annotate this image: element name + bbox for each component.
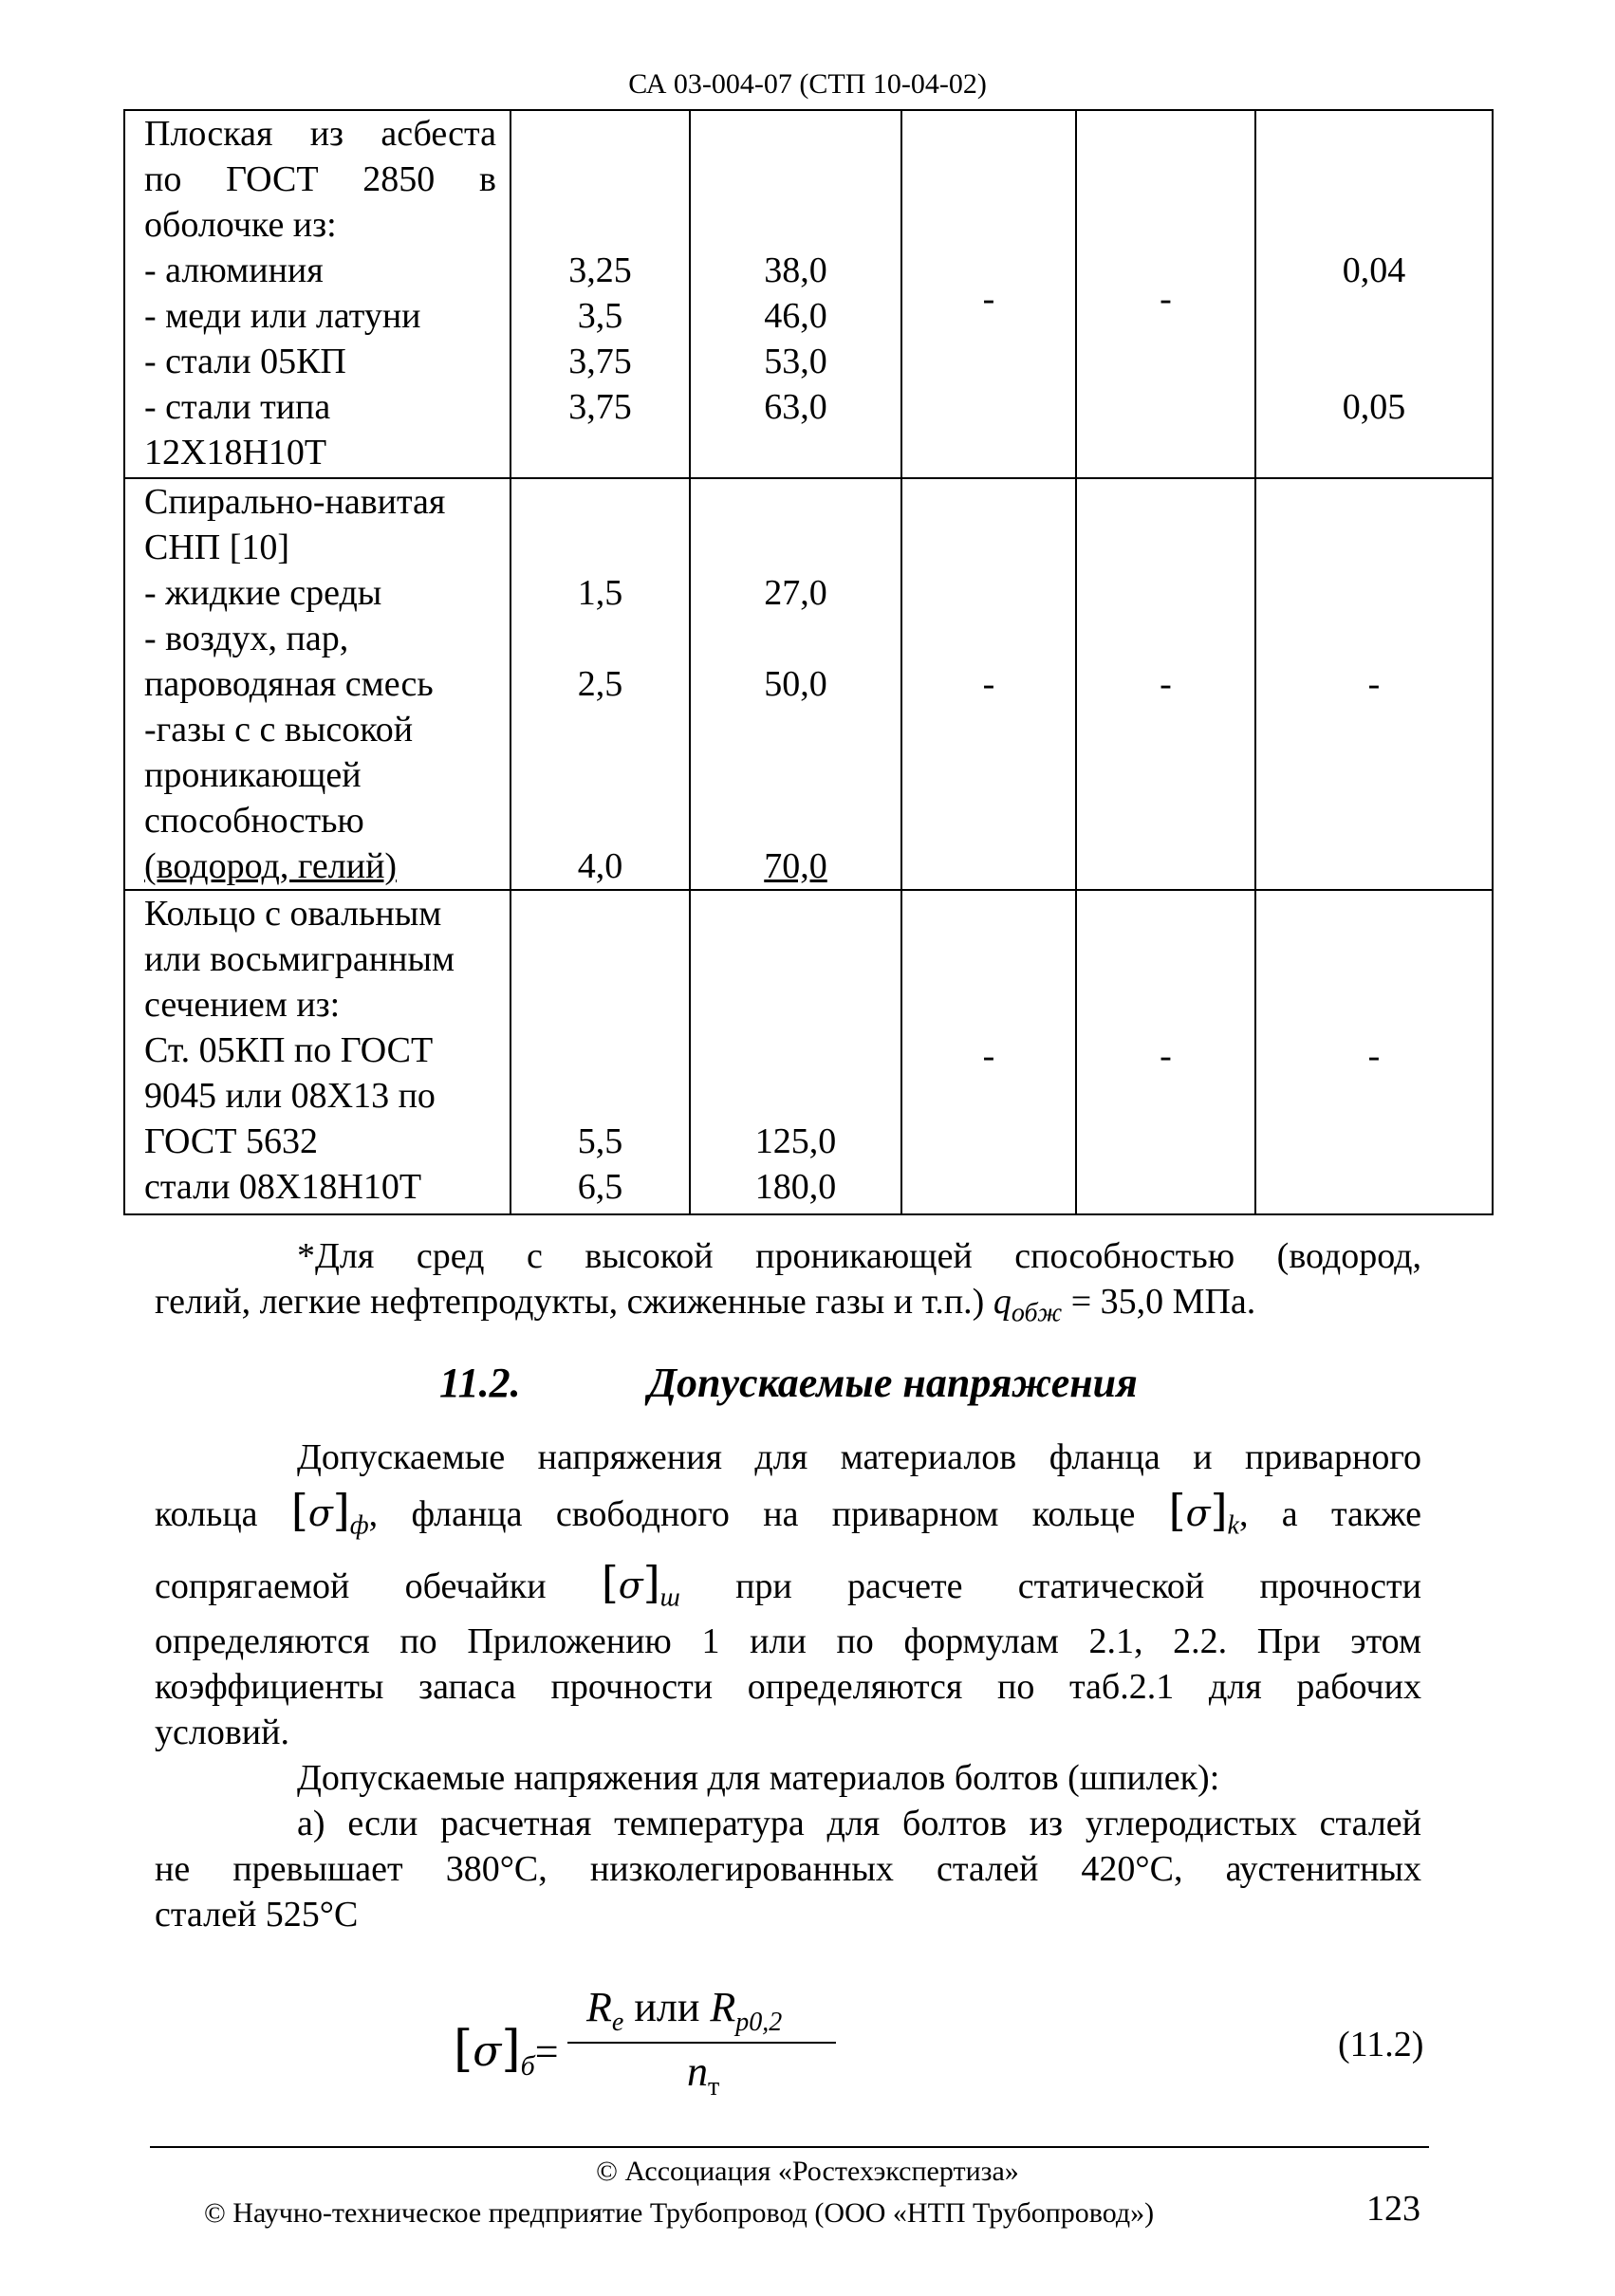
dash: - [1367,664,1381,704]
paragraph-line: сталей 525°С [155,1895,359,1935]
table-value: 3,25 [568,250,632,290]
table-value [691,111,900,157]
equation-number: (11.2) [1338,2025,1424,2065]
paragraph-line: а) если расчетная температура для болтов из углеродистых сталей [297,1804,1421,1843]
table-row [124,890,1493,1214]
q-value-cell [690,890,901,1214]
gasket-name-line: Кольцо с овальным [144,894,442,934]
table-value: 180,0 [754,1167,837,1207]
table-value [691,1028,900,1073]
q-subscript: обж [1011,1298,1063,1328]
table-value [511,157,689,202]
paragraph-line: Допускаемые напряжения для материалов фланца и приварного [297,1437,1421,1477]
formula-numerator [586,1983,782,2038]
paragraph-text: , а также [1238,1494,1422,1534]
q-value-cell [690,110,901,478]
table-value [511,752,689,798]
table-value: 125,0 [754,1121,837,1161]
table-value: 27,0 [764,573,827,613]
paragraph-line: сопрягаемой обечайки $[\sigma]_ш$ при расчете статической прочности [155,1557,1421,1613]
dash: - [1367,1036,1381,1076]
table-value [691,525,900,570]
table-value [511,1028,689,1073]
col6-cell [1255,890,1493,1214]
gasket-name-line: 12Х18Н10Т [144,433,327,472]
table-value [511,891,689,936]
table-value [691,798,900,843]
table-value [1256,157,1492,202]
footnote-text: гелий, легкие нефтепродукты, сжиженные газы и т.п.) [155,1282,993,1322]
table-value [511,616,689,661]
formula-subscript: e [611,2007,624,2037]
gasket-name-line: способностью [144,801,364,841]
footnote [155,1233,1421,1337]
table-value [1256,202,1492,248]
table-value [691,202,900,248]
table-value: 5,5 [577,1121,623,1161]
col4-cell [901,890,1076,1214]
paragraph-text: , фланца свободного на приварном кольце [368,1494,1169,1534]
table-value [691,479,900,525]
gasket-name-cell [124,478,510,890]
table-value: 3,75 [568,387,632,427]
paragraph-text: кольца [155,1494,291,1534]
q-value-cell [690,478,901,890]
gasket-name-line: по ГОСТ 2850 в [144,159,496,199]
table-value [511,525,689,570]
table-value [511,798,689,843]
table-value [691,936,900,982]
table-value: 2,5 [577,664,623,704]
footnote-text: = 35,0 МПа. [1062,1282,1256,1322]
paragraph-line: кольца $[\sigma]_ф$, фланца свободного на приварном кольце $[\sigma]_k$, а также [155,1485,1422,1541]
table-value [1256,111,1492,157]
gasket-name-line: - стали типа [144,387,331,427]
paragraph-text: сопрягаемой обечайки [155,1566,602,1606]
dash: - [1160,279,1172,319]
col5-cell [1076,890,1255,1214]
formula-symbol: R [586,1984,612,2030]
gasket-name-line: стали 08Х18Н10Т [144,1167,422,1207]
gasket-name-line: - стали 05КП [144,342,346,381]
paragraph-text: при расчете статической прочности [679,1566,1421,1606]
table-value [1256,293,1492,339]
table-value [511,1073,689,1119]
table-value [511,111,689,157]
table-value: 0,04 [1342,250,1406,290]
footer-copyright-2: © Научно-техническое предприятие Трубопровод (ООО «НТП Трубопровод») [204,2197,1155,2229]
col6-cell [1255,110,1493,478]
gasket-name-line: ГОСТ 5632 [144,1121,318,1161]
gasket-name-line: или восьмигранным [144,939,455,979]
paragraph-line: Допускаемые напряжения для материалов болтов (шпилек): [297,1758,1220,1798]
col4-cell [901,478,1076,890]
gasket-name-line: - воздух, пар, [144,619,349,658]
table-value [1256,339,1492,384]
table-value [691,616,900,661]
formula-subscript: б [520,2049,535,2082]
m-value-cell [510,110,690,478]
document-header: СА 03-004-07 (СТП 10-04-02) [628,68,987,100]
col6-cell [1255,478,1493,890]
gasket-name-cell [124,890,510,1214]
m-value-cell [510,890,690,1214]
table-value [691,752,900,798]
table-value: 4,0 [577,846,623,886]
table-value [511,982,689,1028]
sigma-subscript: ф [349,1510,369,1541]
table-value [511,202,689,248]
formula-symbol: R [710,1984,736,2030]
gasket-name-line: оболочке из: [144,205,337,245]
table-value: 46,0 [764,296,827,336]
page-number: 123 [1366,2189,1420,2229]
formula-11-2 [454,1983,852,2106]
table-value: 3,75 [568,342,632,381]
table-value: 50,0 [764,664,827,704]
footnote-line: *Для сред с высокой проникающей способностью (водород, [297,1236,1421,1276]
gasket-name-line: сечением из: [144,985,341,1025]
gasket-name-line: - меди или латуни [144,296,421,336]
table-value [691,891,900,936]
gasket-name-cell [124,110,510,478]
paragraph [155,1435,1421,1937]
table-value [511,479,689,525]
dash: - [1160,664,1172,704]
footer-divider [150,2146,1429,2148]
paragraph-line: не превышает 380°С, низколегированных сталей 420°С, аустенитных [155,1849,1421,1889]
formula-symbol: n [687,2048,708,2095]
gasket-name-line: (водород, гелий) [144,846,398,886]
gasket-name-line: Плоская из асбеста [144,114,496,154]
table-value [511,936,689,982]
dash: - [1160,1036,1172,1076]
table-value: 53,0 [764,342,827,381]
table-value [691,707,900,752]
formula-subscript: т [708,2071,720,2102]
formula-text: или [623,1984,711,2030]
table-row [124,110,1493,478]
gasket-name-line: 9045 или 08Х13 по [144,1076,436,1116]
table-value [691,982,900,1028]
m-value-cell [510,478,690,890]
gasket-name-line: пароводяная смесь [144,664,434,704]
dash: - [982,664,995,704]
table-value [511,707,689,752]
gasket-name-line: -газы с с высокой [144,710,414,750]
table-value: 3,5 [577,296,623,336]
paragraph-line: условий. [155,1713,289,1752]
gasket-parameters-table [123,109,1494,1215]
dash: - [982,1036,995,1076]
paragraph-line: коэффициенты запаса прочности определяются по таб.2.1 для рабочих [155,1667,1421,1707]
gasket-name-line: проникающей [144,755,362,795]
fraction-bar [567,2042,836,2044]
table-value: 6,5 [577,1167,623,1207]
table-value: 0,05 [1342,387,1406,427]
gasket-name-line: - жидкие среды [144,573,382,613]
gasket-name-line: - алюминия [144,250,324,290]
formula-lhs: $[\sigma]_б=$ [454,2021,559,2082]
footer-copyright-1: © Ассоциация «Ростехэкспертиза» [596,2156,1019,2187]
table-value: 70,0 [764,846,827,886]
table-value [691,1073,900,1119]
table-value: 63,0 [764,387,827,427]
formula-denominator [687,2047,719,2102]
paragraph-line: определяются по Приложению 1 или по формулам 2.1, 2.2. При этом [155,1621,1421,1661]
table-value: 1,5 [577,573,623,613]
col5-cell [1076,478,1255,890]
sigma-subscript: k [1227,1510,1239,1541]
gasket-name-line: Спирально-навитая [144,482,446,522]
table-row [124,478,1493,890]
formula-subscript: p0,2 [735,2007,783,2037]
gasket-name-line: СНП [10] [144,528,290,567]
section-number: 11.2. [439,1360,521,1406]
gasket-name-line: Ст. 05КП по ГОСТ [144,1030,434,1070]
table-value [691,157,900,202]
sigma-subscript: ш [659,1583,680,1613]
q-symbol: q [993,1282,1012,1322]
section-title: Допускаемые напряжения [648,1360,1138,1406]
col4-cell [901,110,1076,478]
col5-cell [1076,110,1255,478]
footnote-line [155,1279,1421,1337]
dash: - [982,279,995,319]
table-value: 38,0 [764,250,827,290]
